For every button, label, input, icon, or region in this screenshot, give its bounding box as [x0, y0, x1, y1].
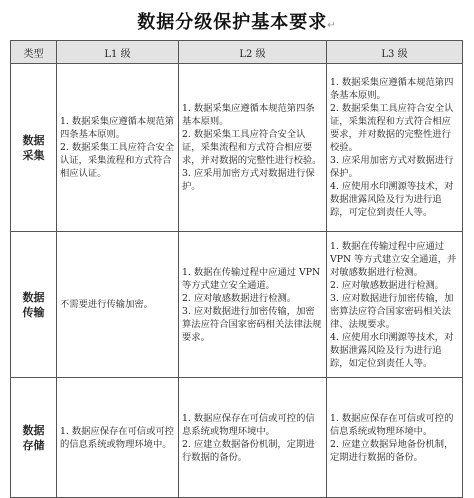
requirement-item: 1. 数据应保存在可信或可控的信息系统或物理环境中。: [60, 425, 175, 450]
requirement-item: 1. 数据采集应遵循本规范第四条基本原则。: [182, 103, 315, 127]
header-type: 类型: [11, 41, 57, 64]
requirement-cell-l2: [179, 64, 327, 232]
requirement-item: 3. 应对数据进行加密传输，加密算法应符合国家密码相关法律、法规要求。: [330, 292, 454, 330]
requirement-item: 不需要进行传输加密。: [60, 299, 153, 310]
requirement-item: 3. 应对数据进行加密传输，加密算法应符合国家密码相关法律法规要求。: [182, 305, 322, 343]
header-l2: L2 级: [179, 41, 327, 64]
requirement-item: 2. 数据采集工具应符合安全认证，采集流程和方式符合相应要求，并对数据的完整性进行校验。: [182, 129, 322, 166]
category-text: 采集: [22, 148, 45, 162]
table-header-row: [11, 41, 463, 64]
requirement-cell-l1: [57, 232, 179, 378]
requirement-item: 2. 数据采集工具应符合安全认证，采集流程和方式符合相应认证。: [60, 142, 175, 179]
category-text: 传输: [22, 305, 45, 319]
category-cell: [11, 64, 57, 232]
requirement-item: 1. 数据采集应遵循本规范第四条基本原则。: [330, 77, 454, 101]
requirement-cell-l2: [179, 378, 327, 498]
table-row: [11, 378, 463, 498]
requirement-item: 3. 应采用加密方式对数据进行保护。: [330, 155, 454, 179]
requirement-cell-l1: [57, 64, 179, 232]
requirement-item: 2. 应对敏感数据进行检测。: [182, 292, 297, 304]
requirement-item: 3. 应采用加密方式对数据进行保护。: [182, 168, 315, 192]
requirement-item: 4. 应使用水印溯源等技术，对数据泄露风险及行为进行追踪，可定位到责任人等。: [330, 181, 454, 218]
requirement-cell-l3: [327, 232, 463, 378]
requirement-cell-l3: [327, 378, 463, 498]
requirement-item: 2. 数据采集工具应符合安全认证，采集流程和方式符合相应要求，并对数据的完整性进行校验。: [330, 103, 454, 153]
requirement-item: 2. 应建立数据异地备份机制，定期进行数据的备份。: [330, 438, 454, 463]
requirement-cell-l1: [57, 378, 179, 498]
requirement-item: 1. 数据在传输过程中应通过 VPN 等方式建立安全通道。: [182, 266, 321, 291]
header-l3: L3 级: [327, 41, 463, 64]
table-row: [11, 64, 463, 232]
category-text: 数据: [22, 290, 45, 304]
category-text: 数据: [22, 133, 45, 147]
requirement-item: 1. 数据应保存在可信或可控的信息系统或物理环境中。: [182, 412, 315, 437]
return-mark-icon: ↵: [327, 20, 337, 31]
requirement-cell-l2: [179, 232, 327, 378]
requirement-item: 1. 数据采集应遵循本规范第四条基本原则。: [60, 116, 175, 140]
requirement-item: 1. 数据在传输过程中应通过 VPN 等方式建立安全通道，并对敏感数据进行检测。: [330, 240, 457, 278]
requirement-item: 2. 应建立数据备份机制，定期进行数据的备份。: [182, 438, 315, 463]
requirement-item: 2. 应对敏感数据进行检测。: [330, 279, 445, 291]
category-cell: [11, 232, 57, 378]
requirement-item: 1. 数据应保存在可信或可控的信息系统或物理环境中。: [330, 412, 454, 437]
requirement-item: 4. 应使用水印溯源等技术，对数据泄露风险及行为进行追踪，如定位到责任人等。: [330, 331, 454, 369]
header-l1: L1 级: [57, 41, 179, 64]
requirement-cell-l3: [327, 64, 463, 232]
category-text: 存储: [22, 438, 45, 452]
document-title: [0, 8, 474, 34]
category-cell: [11, 378, 57, 498]
category-text: 数据: [22, 423, 45, 437]
table-row: [11, 232, 463, 378]
title-text: 数据分级保护基本要求: [137, 12, 328, 33]
requirements-table: [10, 40, 463, 498]
